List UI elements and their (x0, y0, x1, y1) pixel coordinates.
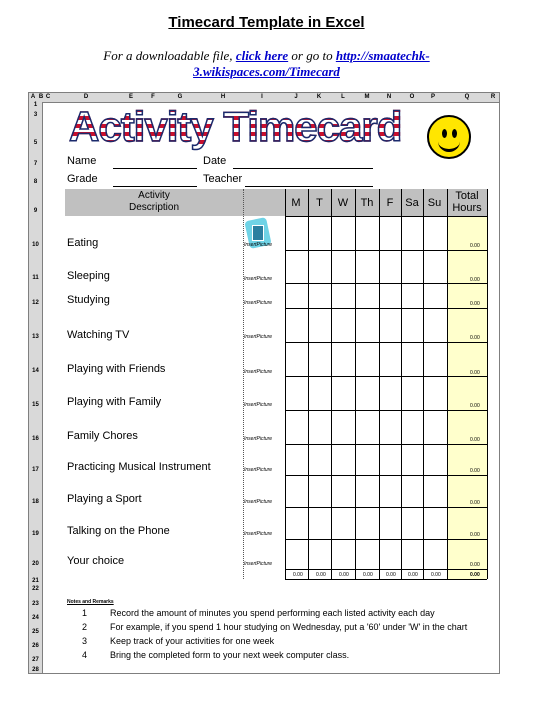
insert-picture-placeholder[interactable]: InsertPicture (244, 561, 273, 567)
col-header[interactable]: Q (464, 94, 470, 100)
activity-label: Practicing Musical Instrument (67, 461, 211, 473)
row-total: 0.00 (470, 335, 480, 341)
grid-line (285, 189, 286, 579)
activity-label: Your choice (67, 555, 125, 567)
grade-label: Grade (67, 173, 98, 185)
activity-label: Sleeping (67, 270, 110, 282)
note-text: Keep track of your activities for one week (110, 636, 275, 646)
row-header[interactable]: 13 (32, 334, 39, 340)
activity-label: Playing with Family (67, 396, 162, 408)
row-header-bar (29, 102, 43, 673)
col-header[interactable]: A (30, 94, 36, 100)
row-header[interactable]: 17 (32, 467, 39, 473)
col-header[interactable]: F (151, 94, 155, 100)
insert-picture-placeholder[interactable]: InsertPicture (244, 436, 273, 442)
day-total: 0.00 (386, 572, 396, 578)
row-header[interactable]: 8 (33, 179, 38, 185)
col-header[interactable]: H (220, 94, 226, 100)
grid-line (401, 189, 402, 579)
col-header[interactable]: D (83, 94, 89, 100)
total-header-line1: Total (455, 190, 479, 202)
col-header[interactable]: N (386, 94, 392, 100)
note-text: Record the amount of minutes you spend performing each listed activity each day (110, 608, 435, 618)
teacher-label: Teacher (203, 173, 243, 185)
row-header[interactable]: 16 (32, 436, 39, 442)
grid-line (423, 189, 424, 579)
col-header[interactable]: L (341, 94, 345, 100)
insert-picture-placeholder[interactable]: InsertPicture (244, 369, 273, 375)
row-header[interactable]: 11 (32, 275, 39, 281)
row-header[interactable]: 24 (32, 615, 39, 621)
row-header[interactable]: 25 (32, 629, 39, 635)
note-number: 3 (82, 636, 88, 646)
note-number: 1 (82, 608, 88, 618)
insert-picture-placeholder[interactable]: InsertPicture (244, 531, 273, 537)
download-note (0, 48, 533, 80)
grid-line (447, 189, 448, 579)
row-header[interactable]: 10 (32, 242, 39, 248)
row-header[interactable]: 21 (32, 578, 39, 584)
url-link-part1[interactable]: http://smaatechk- (335, 48, 430, 63)
grid-line (285, 216, 487, 217)
link-middle: or go to (288, 48, 336, 63)
grid-line (379, 189, 380, 579)
row-header[interactable]: 9 (33, 208, 38, 214)
row-total: 0.00 (470, 301, 480, 307)
total-hours-column (447, 216, 487, 579)
col-header[interactable]: O (409, 94, 415, 100)
activity-label: Playing with Friends (67, 363, 166, 375)
name-field[interactable] (113, 168, 197, 169)
grid-line (355, 189, 356, 579)
grid-line (308, 189, 309, 579)
smiley-face-icon (427, 115, 471, 159)
total-hours-header (447, 190, 487, 214)
activity-header-line2: Description (128, 202, 180, 213)
row-total: 0.00 (470, 370, 480, 376)
total-header-line2: Hours (452, 202, 482, 214)
page-title: Timecard Template in Excel (168, 14, 365, 31)
activity-label: Family Chores (67, 430, 138, 442)
row-header[interactable]: 23 (32, 601, 39, 607)
col-header[interactable]: C (45, 94, 51, 100)
day-header-w: W (337, 197, 349, 209)
row-header[interactable]: 5 (33, 140, 38, 146)
activity-label: Studying (67, 294, 110, 306)
col-header[interactable]: R (490, 94, 496, 100)
activity-header-line1: Activity (138, 190, 170, 201)
grid-line (285, 283, 487, 284)
col-header[interactable]: B (38, 94, 44, 100)
col-header[interactable]: G (177, 94, 183, 100)
row-header[interactable]: 7 (33, 161, 38, 167)
row-total: 0.00 (470, 243, 480, 249)
row-header[interactable]: 22 (32, 586, 39, 592)
grid-line (285, 569, 487, 570)
insert-picture-placeholder[interactable]: InsertPicture (244, 467, 273, 473)
grid-line (285, 444, 487, 445)
grid-line (285, 342, 487, 343)
note-number: 2 (82, 622, 88, 632)
day-total: 0.00 (316, 572, 326, 578)
insert-picture-placeholder[interactable]: InsertPicture (244, 276, 273, 282)
grid-line (285, 579, 487, 580)
activity-label: Playing a Sport (67, 493, 142, 505)
activity-label: Talking on the Phone (67, 525, 170, 537)
row-header[interactable]: 18 (32, 499, 39, 505)
activity-label: Watching TV (67, 329, 130, 341)
day-header-su: Su (427, 197, 442, 209)
col-header[interactable]: E (128, 94, 134, 100)
insert-picture-placeholder[interactable]: InsertPicture (244, 499, 273, 505)
insert-picture-placeholder[interactable]: InsertPicture (244, 300, 273, 306)
day-total: 0.00 (339, 572, 349, 578)
col-header[interactable]: I (261, 94, 263, 100)
row-total: 0.00 (470, 437, 480, 443)
insert-picture-placeholder[interactable]: InsertPicture (244, 402, 273, 408)
notes-title: Notes and Remarks (67, 599, 114, 605)
food-clipart-detail (252, 225, 264, 241)
day-header-th: Th (360, 197, 374, 209)
day-header-f: F (386, 197, 394, 209)
row-total: 0.00 (470, 403, 480, 409)
day-header-sa: Sa (405, 197, 419, 209)
col-header[interactable]: J (294, 94, 298, 100)
row-total: 0.00 (470, 277, 480, 283)
name-label: Name (67, 155, 97, 167)
grid-line (331, 189, 332, 579)
row-header[interactable]: 28 (32, 667, 39, 673)
grid-line (285, 410, 487, 411)
row-header[interactable]: 14 (32, 368, 39, 374)
day-total: 0.00 (408, 572, 418, 578)
day-total: 0.00 (363, 572, 373, 578)
row-header[interactable]: 27 (32, 657, 39, 663)
row-header[interactable]: 12 (32, 300, 39, 306)
teacher-field[interactable] (245, 186, 373, 187)
click-here-link[interactable]: click here (235, 48, 289, 63)
insert-picture-placeholder[interactable]: InsertPicture (244, 334, 273, 340)
row-total: 0.00 (470, 468, 480, 474)
grade-field[interactable] (113, 186, 197, 187)
row-total: 0.00 (470, 562, 480, 568)
grid-line (285, 507, 487, 508)
grid-line (285, 539, 487, 540)
smiley-mouth (438, 131, 460, 152)
spreadsheet (28, 92, 500, 674)
row-header[interactable]: 1 (33, 102, 38, 108)
activity-header (65, 190, 243, 214)
col-header[interactable]: P (430, 94, 436, 100)
grid-line (285, 308, 487, 309)
grand-total: 0.00 (470, 572, 480, 578)
col-header[interactable]: M (364, 94, 370, 100)
column-header-bar (29, 93, 499, 103)
date-label: Date (203, 155, 227, 167)
row-header[interactable]: 15 (32, 402, 39, 408)
row-header[interactable]: 3 (33, 112, 38, 118)
day-total: 0.00 (293, 572, 303, 578)
grid-line (285, 376, 487, 377)
grid-line (285, 250, 487, 251)
col-header[interactable]: K (316, 94, 322, 100)
row-total: 0.00 (470, 532, 480, 538)
day-header-m: M (291, 197, 301, 209)
row-header[interactable]: 26 (32, 643, 39, 649)
day-total: 0.00 (431, 572, 441, 578)
note-text: Bring the completed form to your next week computer class. (110, 650, 350, 660)
insert-picture-placeholder[interactable]: InsertPicture (244, 242, 273, 248)
url-link-part2[interactable]: 3.wikispaces.com/Timecard (193, 64, 340, 79)
note-number: 4 (82, 650, 88, 660)
activity-timecard-banner: Activity Timecard (69, 103, 402, 150)
grid-line (285, 475, 487, 476)
grid-line (487, 189, 488, 579)
activity-label: Eating (67, 237, 99, 249)
link-prefix: For a downloadable file, (103, 48, 236, 63)
date-field[interactable] (233, 168, 373, 169)
note-text: For example, if you spend 1 hour studying on Wednesday, put a '60' under 'W' in the chart (110, 622, 468, 632)
row-header[interactable]: 20 (32, 561, 39, 567)
day-header-t: T (316, 197, 323, 209)
row-total: 0.00 (470, 500, 480, 506)
row-header[interactable]: 19 (32, 531, 39, 537)
